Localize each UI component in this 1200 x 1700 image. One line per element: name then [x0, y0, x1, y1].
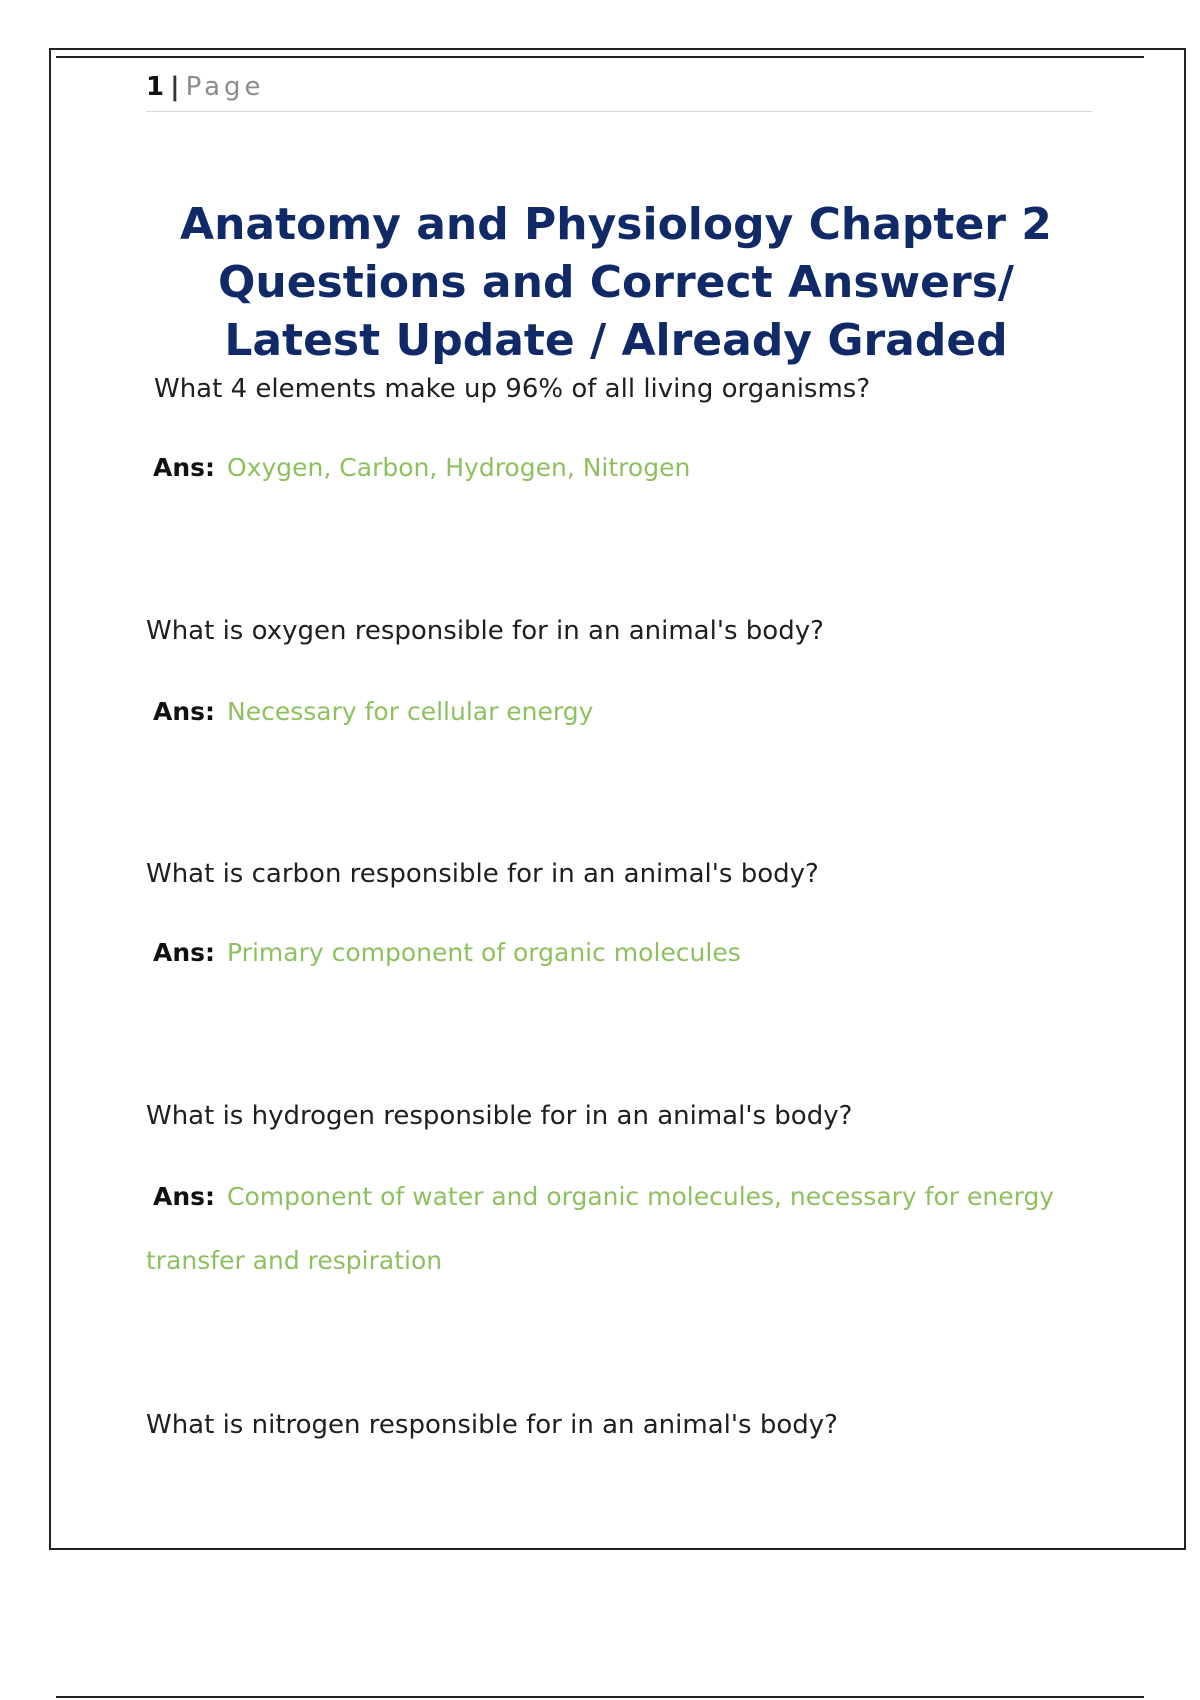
qa-item-5 [146, 1410, 1106, 1440]
page-label: Page [185, 72, 265, 102]
answer-text-3: Primary component of organic molecules [227, 938, 741, 967]
answer-text-4: Component of water and organic molecules, necessary for energy transfer and respiration [146, 1182, 1055, 1275]
question-3: What is carbon responsible for in an animal's body? [146, 859, 819, 889]
answer-2 [146, 680, 1086, 744]
question-1: What 4 elements make up 96% of all living organisms? [154, 374, 871, 404]
answer-label: Ans: [153, 453, 216, 482]
answer-4 [146, 1165, 1086, 1293]
qa-item-3 [146, 859, 1106, 967]
answer-label: Ans: [153, 938, 216, 967]
answer-1 [146, 436, 1086, 500]
question-2: What is oxygen responsible for in an animal's body? [146, 616, 824, 646]
page-number: 1 [146, 72, 165, 102]
answer-label: Ans: [153, 697, 216, 726]
qa-item-1 [153, 374, 1114, 482]
page-header [146, 72, 1092, 112]
answer-text-2: Necessary for cellular energy [227, 697, 594, 726]
question-5: What is nitrogen responsible for in an animal's body? [146, 1410, 838, 1440]
qa-item-2 [146, 616, 1106, 726]
answer-3 [146, 921, 1086, 985]
qa-item-4 [146, 1101, 1106, 1275]
document-title: Anatomy and Physiology Chapter 2 Questions and Correct Answers/ Latest Update / Already Graded [180, 199, 1052, 366]
page-separator: | [170, 72, 180, 102]
question-4: What is hydrogen responsible for in an animal's body? [146, 1101, 853, 1131]
answer-text-1: Oxygen, Carbon, Hydrogen, Nitrogen [227, 453, 691, 482]
answer-label: Ans: [153, 1182, 216, 1211]
bottom-rule [56, 1696, 1144, 1698]
